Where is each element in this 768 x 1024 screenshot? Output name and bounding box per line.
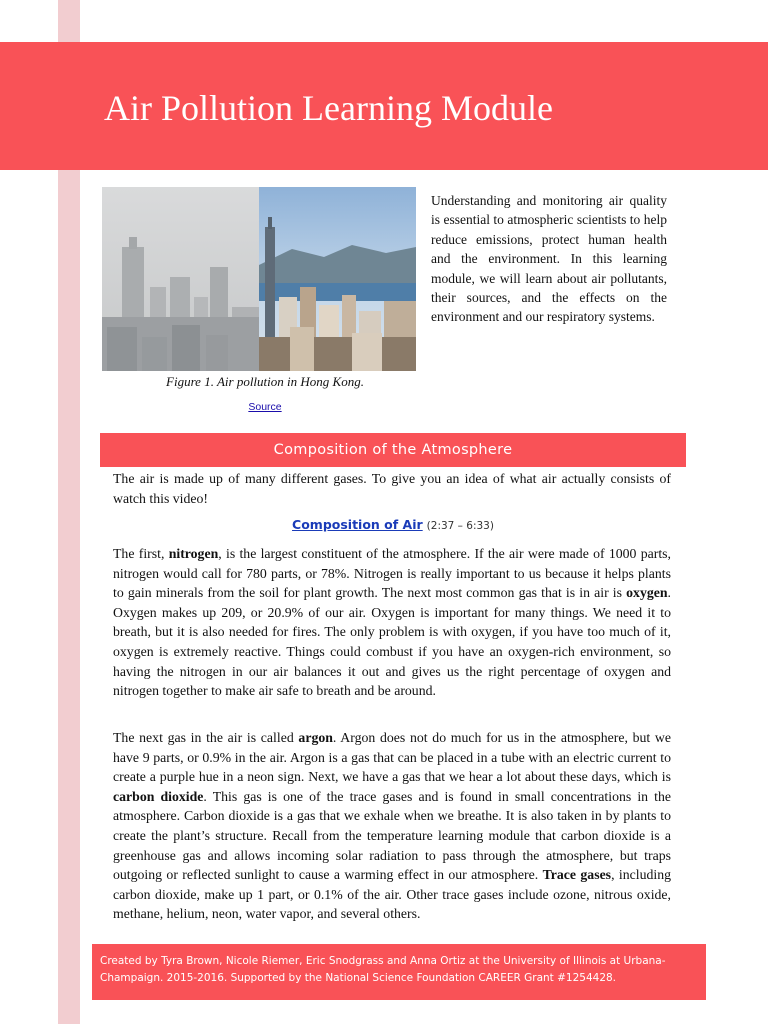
- paragraph-intro-video: The air is made up of many different gases. To give you an idea of what air actually consists of watch this video!: [113, 471, 671, 506]
- credits-footer: Created by Tyra Brown, Nicole Riemer, Eric Snodgrass and Anna Ortiz at the University of Illinois at Urbana-Champaign. 2015-2016. Supported by the National Science Foundation CAREER Grant #1254428.: [92, 944, 706, 1000]
- video-time-range: (2:37 – 6:33): [426, 520, 494, 532]
- term-oxygen: oxygen: [626, 585, 668, 601]
- section-header-composition: [100, 433, 686, 467]
- intro-paragraph: Understanding and monitoring air quality is essential to atmospheric scientists to help reduce emissions, protect human health and the environment. In this learning module, we will learn about air pollutants, their sources, and the effects on the environment and our respiratory systems.: [431, 193, 667, 325]
- page-title: Air Pollution Learning Module: [104, 88, 553, 128]
- term-nitrogen: nitrogen: [168, 546, 219, 561]
- paragraph-nitrogen-oxygen: [113, 544, 671, 701]
- figure-source-link[interactable]: Source: [248, 401, 282, 413]
- section-title: Composition of the Atmosphere: [273, 442, 513, 458]
- text-segment: , is the largest constituent of the atmosphere. If the air were made of 1000 parts, nitrogen would call for 780 parts, or 78%. Nitrogen is really important to us because it helps plants to gain minerals from the soil for plant growth. The next most common gas that is in air is: [113, 546, 672, 601]
- composition-of-air-video-link[interactable]: Composition of Air: [292, 517, 423, 532]
- term-carbon-dioxide: carbon dioxide: [113, 788, 204, 804]
- text-segment: The next gas in the air is called: [113, 730, 299, 745]
- figure-caption: Figure 1. Air pollution in Hong Kong.: [166, 374, 364, 389]
- text-segment: , including carbon dioxide, make up 1 part, or 0.1% of the air. Other trace gases include ozone, nitrous oxide, methane, helium, neon, water vapor, and several others.: [113, 867, 671, 922]
- term-trace-gases: Trace gases: [542, 867, 612, 883]
- video-link-line: [100, 517, 686, 532]
- text-segment: . Oxygen makes up 209, or 20.9% of our air. Oxygen is important for many things. We need it to breath, but it is also needed for fires. The only problem is with oxygen, if you have too much of it, oxygen is extremely reactive. Things could combust if you have an oxygen-rich environment, so having the nitrogen in our air balances it out and gives us the right percentage of oxygen and nitrogen together to make air safe to breath and be around.: [113, 585, 671, 699]
- term-argon: argon: [298, 730, 333, 745]
- text-segment: . This gas is one of the trace gases and is found in small concentrations in the atmosphere. Carbon dioxide is a gas that we exhale when we breathe. It is also taken in by plants to create the plant’s structure. Recall from the temperature learning module that carbon dioxide is a greenhouse gas and allows incoming solar radiation to pass through the atmosphere, but traps outgoing or reflected sunlight to cause a warming effect in our atmosphere.: [113, 788, 672, 883]
- hong-kong-pollution-photo: [102, 187, 416, 371]
- paragraph-argon-co2: [113, 728, 671, 924]
- text-segment: The first,: [113, 546, 169, 561]
- text-segment: . Argon does not do much for us in the atmosphere, but we have 9 parts, or 0.9% in the air. Argon is a gas that can be placed in a tube with an electric current to create a purple hue in a neon sign. Next, we have a gas that we hear a lot about these days, which is: [113, 730, 672, 785]
